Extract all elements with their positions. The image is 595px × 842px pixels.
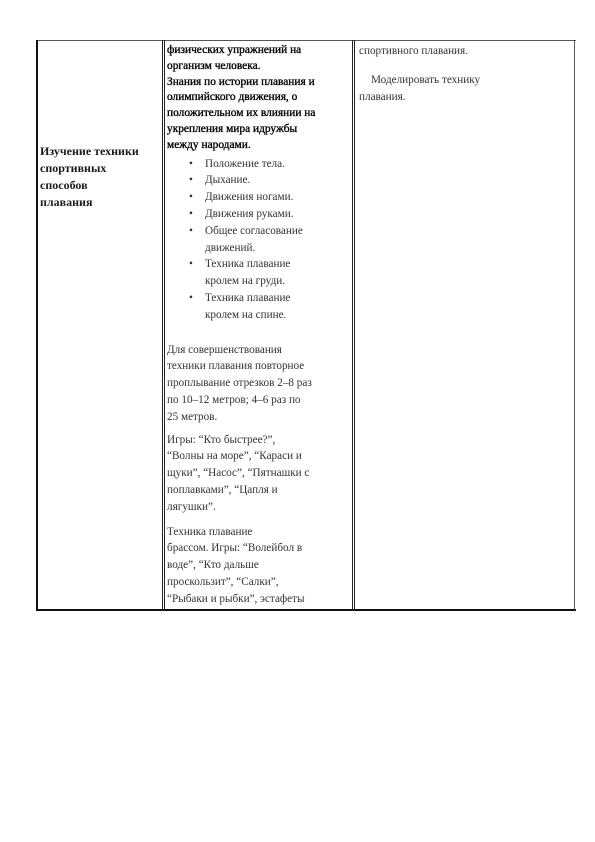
- table-right-border: [574, 40, 575, 610]
- bullet-icon: •: [189, 258, 193, 271]
- list-item: [167, 156, 353, 173]
- bullet-icon: •: [189, 224, 193, 237]
- bullet-icon: •: [189, 291, 193, 304]
- breaststroke-paragraph: [167, 524, 353, 608]
- bullet-icon: •: [189, 174, 193, 187]
- list-item: [167, 223, 353, 257]
- bullet-icon: •: [189, 191, 193, 204]
- list-item-text: Техника плавание: [205, 291, 291, 304]
- list-item-text: движений.: [205, 241, 256, 254]
- list-item-text: кролем на груди.: [205, 275, 286, 288]
- section-label-cell: [40, 143, 160, 211]
- history-line: положительном их влиянии на: [167, 107, 316, 120]
- list-item-text: кролем на спине.: [205, 308, 287, 321]
- paragraph-line: лягушки”.: [167, 500, 216, 513]
- history-line: между народами.: [167, 138, 251, 151]
- paragraph-line: брассом. Игры: “Волейбол в: [167, 542, 303, 555]
- games-paragraph: [167, 432, 353, 516]
- model-line: Моделировать технику: [371, 73, 481, 86]
- paragraph-line: Игры: “Кто быстрее?”,: [167, 433, 276, 446]
- intro-line: физических упражнений на: [167, 44, 302, 56]
- paragraph-line: “Рыбаки и рыбки”, эстафеты: [167, 592, 305, 605]
- paragraph-line: проскользит”, “Салки”,: [167, 575, 279, 588]
- list-item: [167, 290, 353, 324]
- section-label: Изучение техники спортивных способов плавания: [40, 144, 139, 209]
- paragraph-line: проплывание отрезков 2–8 раз: [167, 377, 312, 390]
- content-cell: [167, 43, 353, 608]
- model-line: плавания.: [359, 90, 406, 103]
- bullet-icon: •: [189, 207, 193, 220]
- history-line: Знания по истории плавания и: [167, 75, 315, 88]
- list-item-text: Движения руками.: [205, 207, 294, 220]
- column-divider-1: [162, 40, 165, 610]
- table-bottom-border: [36, 609, 576, 611]
- paragraph-line: щуки”, “Насос”, “Пятнашки с: [167, 467, 310, 480]
- activities-line: спортивного плавания.: [359, 45, 468, 57]
- curriculum-table: [36, 40, 576, 610]
- list-item: [167, 189, 353, 206]
- paragraph-line: Для совершенствования: [167, 343, 282, 356]
- paragraph-line: воде”, “Кто дальше: [167, 559, 259, 572]
- activities-cell: [359, 43, 571, 105]
- paragraph-line: “Волны на море”, “Караси и: [167, 450, 302, 463]
- paragraph-line: 25 метров.: [167, 410, 218, 423]
- history-line: укрепления мира идружбы: [167, 122, 298, 135]
- list-item-text: Дыхание.: [205, 174, 251, 187]
- table-top-border: [36, 40, 576, 41]
- paragraph-line: по 10–12 метров; 4–6 раз по: [167, 393, 301, 406]
- intro-text: [167, 43, 353, 154]
- paragraph-line: техники плавания повторное: [167, 360, 305, 373]
- list-item: [167, 172, 353, 189]
- paragraph-line: поплавками”, “Цапля и: [167, 483, 278, 496]
- perfection-paragraph: [167, 342, 353, 426]
- intro-line: организм человека.: [167, 59, 261, 72]
- table-left-border: [36, 40, 38, 610]
- list-item: [167, 206, 353, 223]
- list-item: [167, 256, 353, 290]
- list-item-text: Положение тела.: [205, 157, 285, 170]
- list-item-text: Движения ногами.: [205, 191, 294, 204]
- list-item-text: Техника плавание: [205, 258, 291, 271]
- bullet-icon: •: [189, 157, 193, 170]
- paragraph-line: Техника плавание: [167, 525, 253, 538]
- history-line: олимпийского движения, о: [167, 91, 298, 104]
- list-item-text: Общее согласование: [205, 224, 303, 237]
- technique-list: [167, 156, 353, 324]
